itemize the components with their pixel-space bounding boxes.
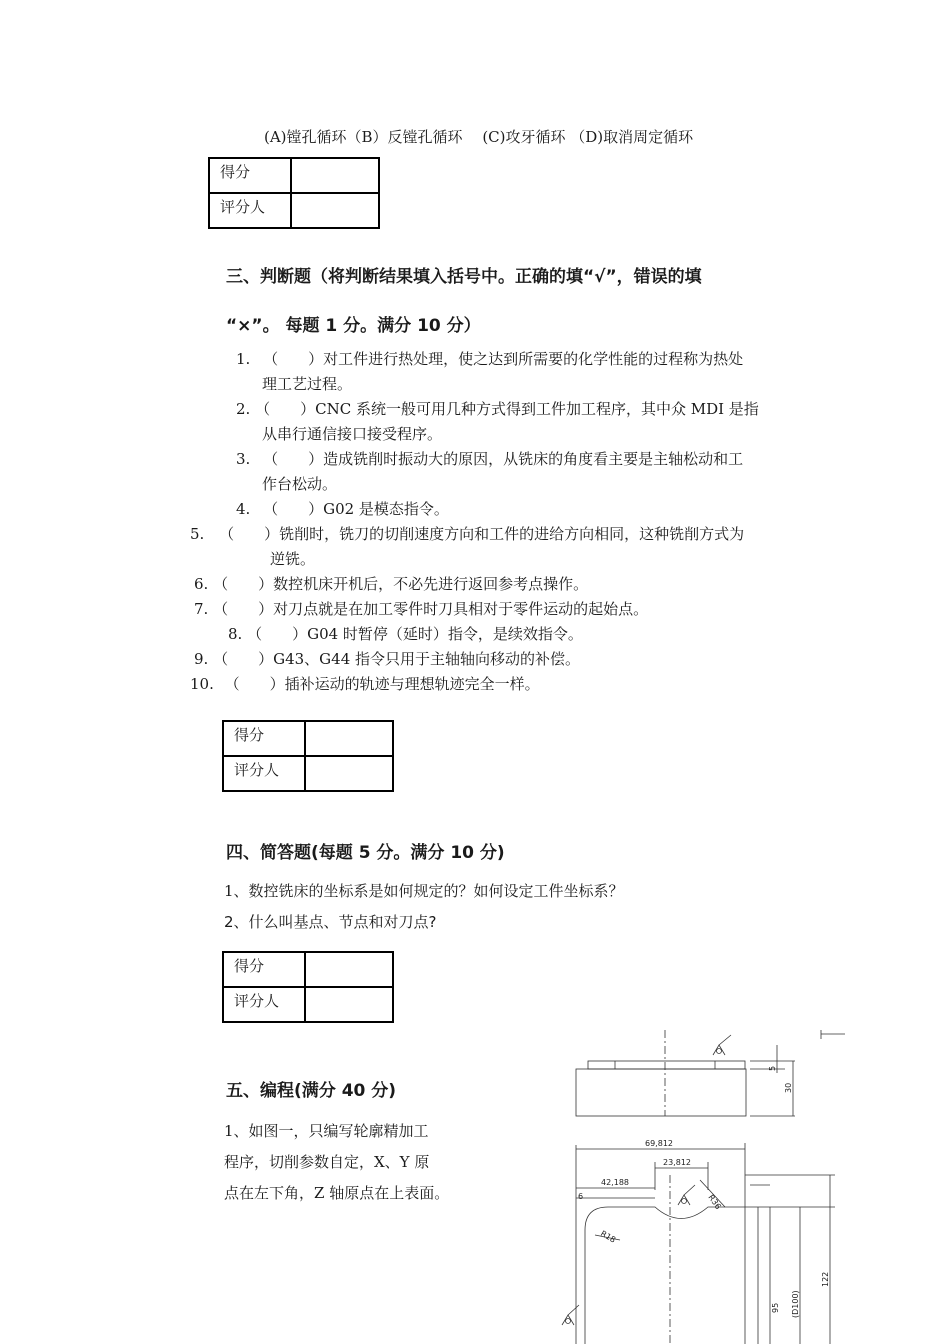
score-table: [208, 157, 380, 229]
question-text: （ ）造成铣削时振动大的原因，从铣床的角度看主要是主轴松动和工: [263, 450, 744, 468]
question-number: 10.: [190, 675, 214, 693]
question-number: 5.: [190, 525, 205, 543]
options-line: (A)镗孔循环（B）反镗孔循环 (C)攻牙循环 （D)取消周定循环: [264, 128, 694, 146]
question-text: （ ）插补运动的轨迹与理想轨迹完全一样。: [224, 675, 540, 693]
question-5-cont: 逆铣。: [270, 550, 316, 568]
question-2: [236, 397, 759, 422]
question-number: 8.: [228, 625, 243, 643]
dim-95: 95: [771, 1302, 780, 1313]
question-8: [228, 622, 583, 647]
score-cell: [305, 721, 393, 756]
question-text: （ ）G43、G44 指令只用于主轴轴向移动的补偿。: [213, 650, 581, 668]
grader-cell: [305, 987, 393, 1022]
section3-title-line1: 三、判断题（将判断结果填入括号中。正确的填“√”，错误的填: [226, 267, 702, 287]
question-text: （ ）G04 时暂停（延时）指令，是续效指令。: [247, 625, 583, 643]
score-table: [222, 720, 394, 792]
dim-122: 122: [821, 1271, 830, 1287]
score-table: [222, 951, 394, 1023]
dim-5: 5: [768, 1065, 777, 1071]
surface-finish-mark: [713, 1035, 731, 1055]
question-2-cont: 从串行通信接口接受程序。: [262, 425, 443, 443]
contour-profile: [585, 1207, 745, 1344]
question-text: （ ）铣削时，铣刀的切削速度方向和工件的进给方向相同，这种铣削方式为: [219, 525, 745, 543]
question-number: 3.: [236, 450, 251, 468]
dim-d100: (D100): [791, 1290, 800, 1318]
question-text: （ ）数控机床开机后，不必先进行返回参考点操作。: [213, 575, 589, 593]
question-text: （ ）对刀点就是在加工零件时刀具相对于零件运动的起始点。: [213, 600, 649, 618]
question-6: [194, 572, 588, 597]
question-1: [236, 347, 743, 372]
question-number: 6.: [194, 575, 209, 593]
section5-line-1: 1、如图一，只编写轮廓精加工: [224, 1122, 429, 1140]
dim-42-188: 42,188: [601, 1178, 629, 1187]
side-view-body: [576, 1069, 746, 1116]
question-text: （ ）CNC 系统一般可用几种方式得到工件加工程序，其中众 MDI 是指: [255, 400, 759, 418]
dim-23-812: 23,812: [663, 1158, 691, 1167]
section3-title-line2: “×”。 每题 1 分。满分 10 分）: [226, 316, 481, 336]
part-drawing: [545, 1025, 850, 1344]
grader-label: 评分人: [223, 756, 305, 791]
score-cell: [305, 952, 393, 987]
grader-cell: [305, 756, 393, 791]
grader-cell: [291, 193, 379, 228]
section4-question-1: 1、数控铣床的坐标系是如何规定的？如何设定工件坐标系？: [224, 882, 624, 900]
dim-r18: R18: [599, 1228, 618, 1245]
score-cell: [291, 158, 379, 193]
section4-question-2: 2、什么叫基点、节点和对刀点?: [224, 913, 437, 931]
side-view-boss: [588, 1061, 745, 1069]
question-number: 7.: [194, 600, 209, 618]
question-7: [194, 597, 648, 622]
question-5: [190, 522, 744, 547]
question-3: [236, 447, 743, 472]
section5-line-2: 程序，切削参数自定，X、Y 原: [224, 1153, 430, 1171]
dim-30: 30: [784, 1082, 793, 1093]
question-9: [194, 647, 580, 672]
question-number: 2.: [236, 400, 251, 418]
section5-line-3: 点在左下角，Z 轴原点在上表面。: [224, 1184, 450, 1202]
question-1-cont: 理工艺过程。: [262, 375, 353, 393]
section4-title: 四、简答题(每题 5 分。满分 10 分): [226, 843, 505, 863]
question-number: 4.: [236, 500, 251, 518]
grader-label: 评分人: [223, 987, 305, 1022]
dim-6: 6: [578, 1192, 584, 1201]
question-text: （ ）对工件进行热处理，使之达到所需要的化学性能的过程称为热处: [263, 350, 744, 368]
question-3-cont: 作台松动。: [262, 475, 338, 493]
question-number: 9.: [194, 650, 209, 668]
dim-69-812: 69,812: [645, 1139, 673, 1148]
question-4: [236, 497, 449, 522]
question-10: [190, 672, 540, 697]
score-label: 得分: [223, 952, 305, 987]
score-label: 得分: [209, 158, 291, 193]
score-label: 得分: [223, 721, 305, 756]
question-text: （ ）G02 是模态指令。: [263, 500, 449, 518]
grader-label: 评分人: [209, 193, 291, 228]
section5-title: 五、编程(满分 40 分): [226, 1081, 397, 1101]
question-number: 1.: [236, 350, 251, 368]
dim-r36: R36: [706, 1192, 723, 1212]
